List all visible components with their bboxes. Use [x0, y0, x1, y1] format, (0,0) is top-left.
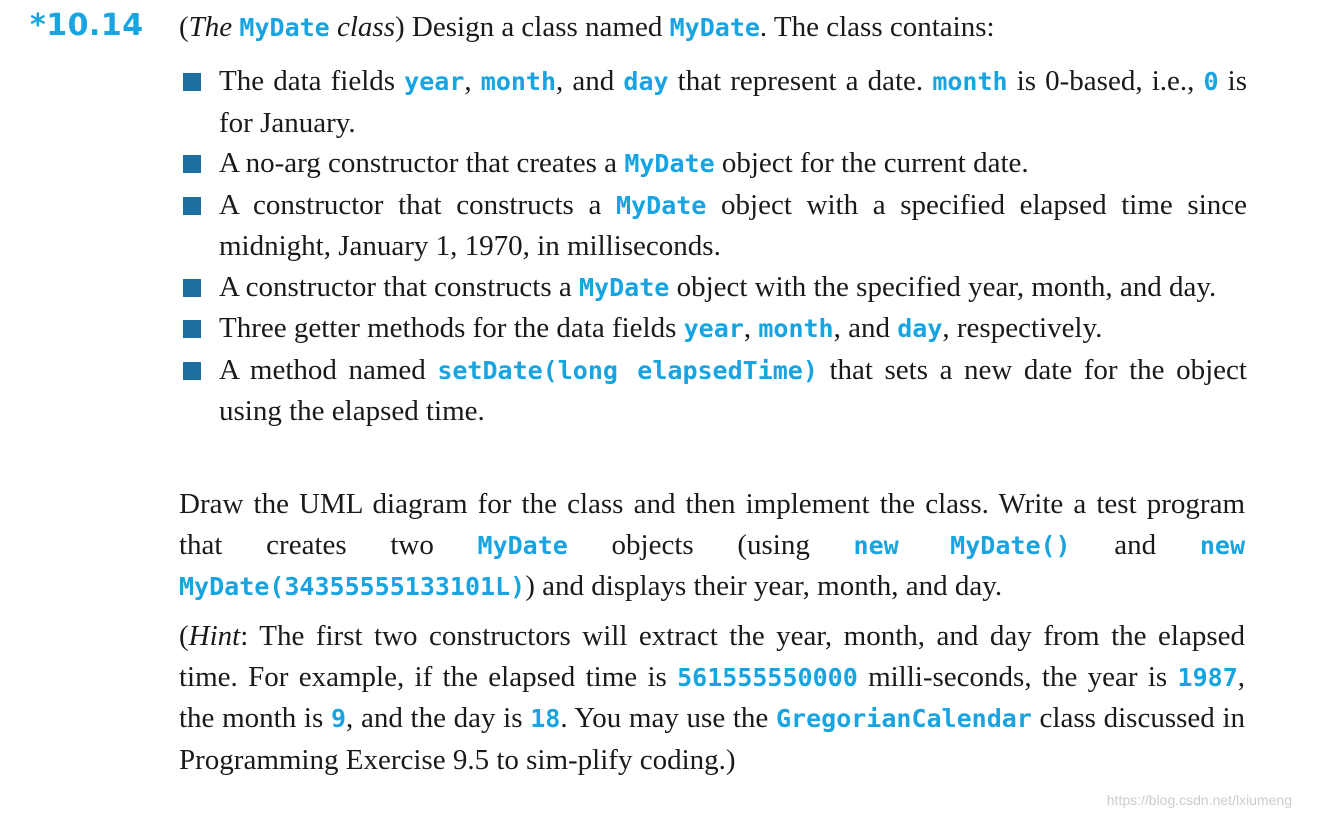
hint-paragraph	[179, 616, 1245, 780]
intro-text: Design a class named	[411, 11, 663, 43]
inline-code: year	[404, 67, 465, 96]
bullet-text: object with a specified elapsed time since midnight, January 1, 1970, in milliseconds.	[219, 188, 1248, 262]
bullet-square-icon	[183, 279, 201, 297]
bullet-text: , respectively.	[942, 312, 1103, 344]
inline-code: month	[480, 67, 557, 96]
inline-code: day	[897, 314, 943, 343]
bullet-square-icon	[183, 73, 201, 91]
intro-text-end: . The class contains:	[759, 11, 995, 43]
bullet-square-icon	[183, 362, 201, 380]
code-new-mydate: new MyDate()	[853, 530, 1071, 560]
para-text: (	[179, 620, 189, 652]
para-text: class discussed in Programming Exercise 9.5 to sim-plify coding.)	[179, 702, 1246, 776]
bullet-square-icon	[183, 320, 201, 338]
inline-code: year	[683, 314, 744, 343]
intro-class-name: MyDate	[669, 13, 760, 42]
para-text: . You may use the	[560, 702, 776, 734]
inline-code: month	[932, 67, 1008, 96]
bullet-text: is 0-based, i.e.,	[1007, 65, 1204, 97]
title-italic-class: class	[336, 11, 395, 43]
inline-code: setDate(long elapsedTime)	[437, 355, 818, 385]
exercise-number: *10.14	[30, 8, 144, 43]
title-class-name: MyDate	[239, 13, 330, 42]
requirement-item	[179, 267, 1247, 309]
para-text: objects (using	[567, 528, 854, 561]
para-text: , the month is	[179, 660, 1246, 734]
para-text: : The first two constructors will extract the year, month, and day from the elapsed time. For example, if the elapsed time is	[179, 620, 1245, 693]
requirement-item	[179, 61, 1247, 143]
inline-code: month	[758, 314, 834, 343]
bullet-text: ,	[464, 65, 481, 97]
inline-code: day	[623, 67, 669, 96]
bullet-text: A constructor that constructs a	[219, 188, 617, 221]
bullet-text: A constructor that constructs a	[219, 270, 579, 303]
bullet-text: A method named	[219, 353, 438, 386]
bullet-text: object with the specified year, month, and day.	[669, 270, 1217, 303]
bullet-square-icon	[183, 197, 201, 215]
requirement-item	[179, 308, 1247, 350]
requirements-list	[179, 61, 1247, 432]
exercise-title: (The MyDate class) Design a class named MyDate. The class contains:	[179, 11, 995, 43]
code-elapsed-value: 561555550000	[677, 662, 858, 692]
requirement-item	[179, 185, 1247, 267]
bullet-square-icon	[183, 155, 201, 173]
code-day-value: 18	[530, 704, 561, 733]
code-year-value: 1987	[1177, 662, 1238, 692]
bullet-text: Three getter methods for the data fields	[219, 312, 684, 344]
para-text: ) and displays their year, month, and day.	[525, 570, 1003, 602]
para-text: Draw the UML diagram for the class and then implement the class. Write a test program that creates two	[179, 488, 1245, 561]
code-month-value: 9	[330, 704, 347, 733]
watermark: https://blog.csdn.net/lxiumeng	[1106, 792, 1292, 808]
para-text: , and the day is	[346, 702, 531, 734]
bullet-text: ,	[743, 312, 759, 344]
inline-code: MyDate	[624, 149, 715, 178]
requirement-item	[179, 350, 1247, 432]
requirement-item	[179, 143, 1247, 185]
para-text: and	[1070, 528, 1200, 561]
bullet-text: object for the current date.	[714, 147, 1029, 179]
para-text: milli-seconds, the year is	[857, 660, 1178, 693]
inline-code: MyDate	[579, 272, 670, 302]
bullet-text: The data fields	[219, 65, 405, 97]
bullet-text: that sets a new date for the object using the elapsed time.	[219, 353, 1247, 427]
code-gregoriancalendar: GregorianCalendar	[775, 704, 1032, 733]
bullet-text: , and	[556, 65, 624, 97]
inline-code: MyDate	[616, 190, 707, 220]
hint-label: Hint	[188, 620, 241, 652]
code-new-mydate-arg: new MyDate(34355555133101L)	[179, 530, 1246, 601]
bullet-text: that represent a date.	[668, 65, 933, 97]
bullet-text: , and	[833, 312, 898, 344]
title-italic-the: The	[188, 11, 233, 43]
bullet-text: A no-arg constructor that creates a	[219, 147, 625, 179]
instructions-paragraph	[179, 484, 1245, 608]
code-mydate: MyDate	[477, 530, 568, 560]
inline-code: 0	[1203, 67, 1219, 96]
bullet-text: is for January.	[219, 65, 1248, 139]
